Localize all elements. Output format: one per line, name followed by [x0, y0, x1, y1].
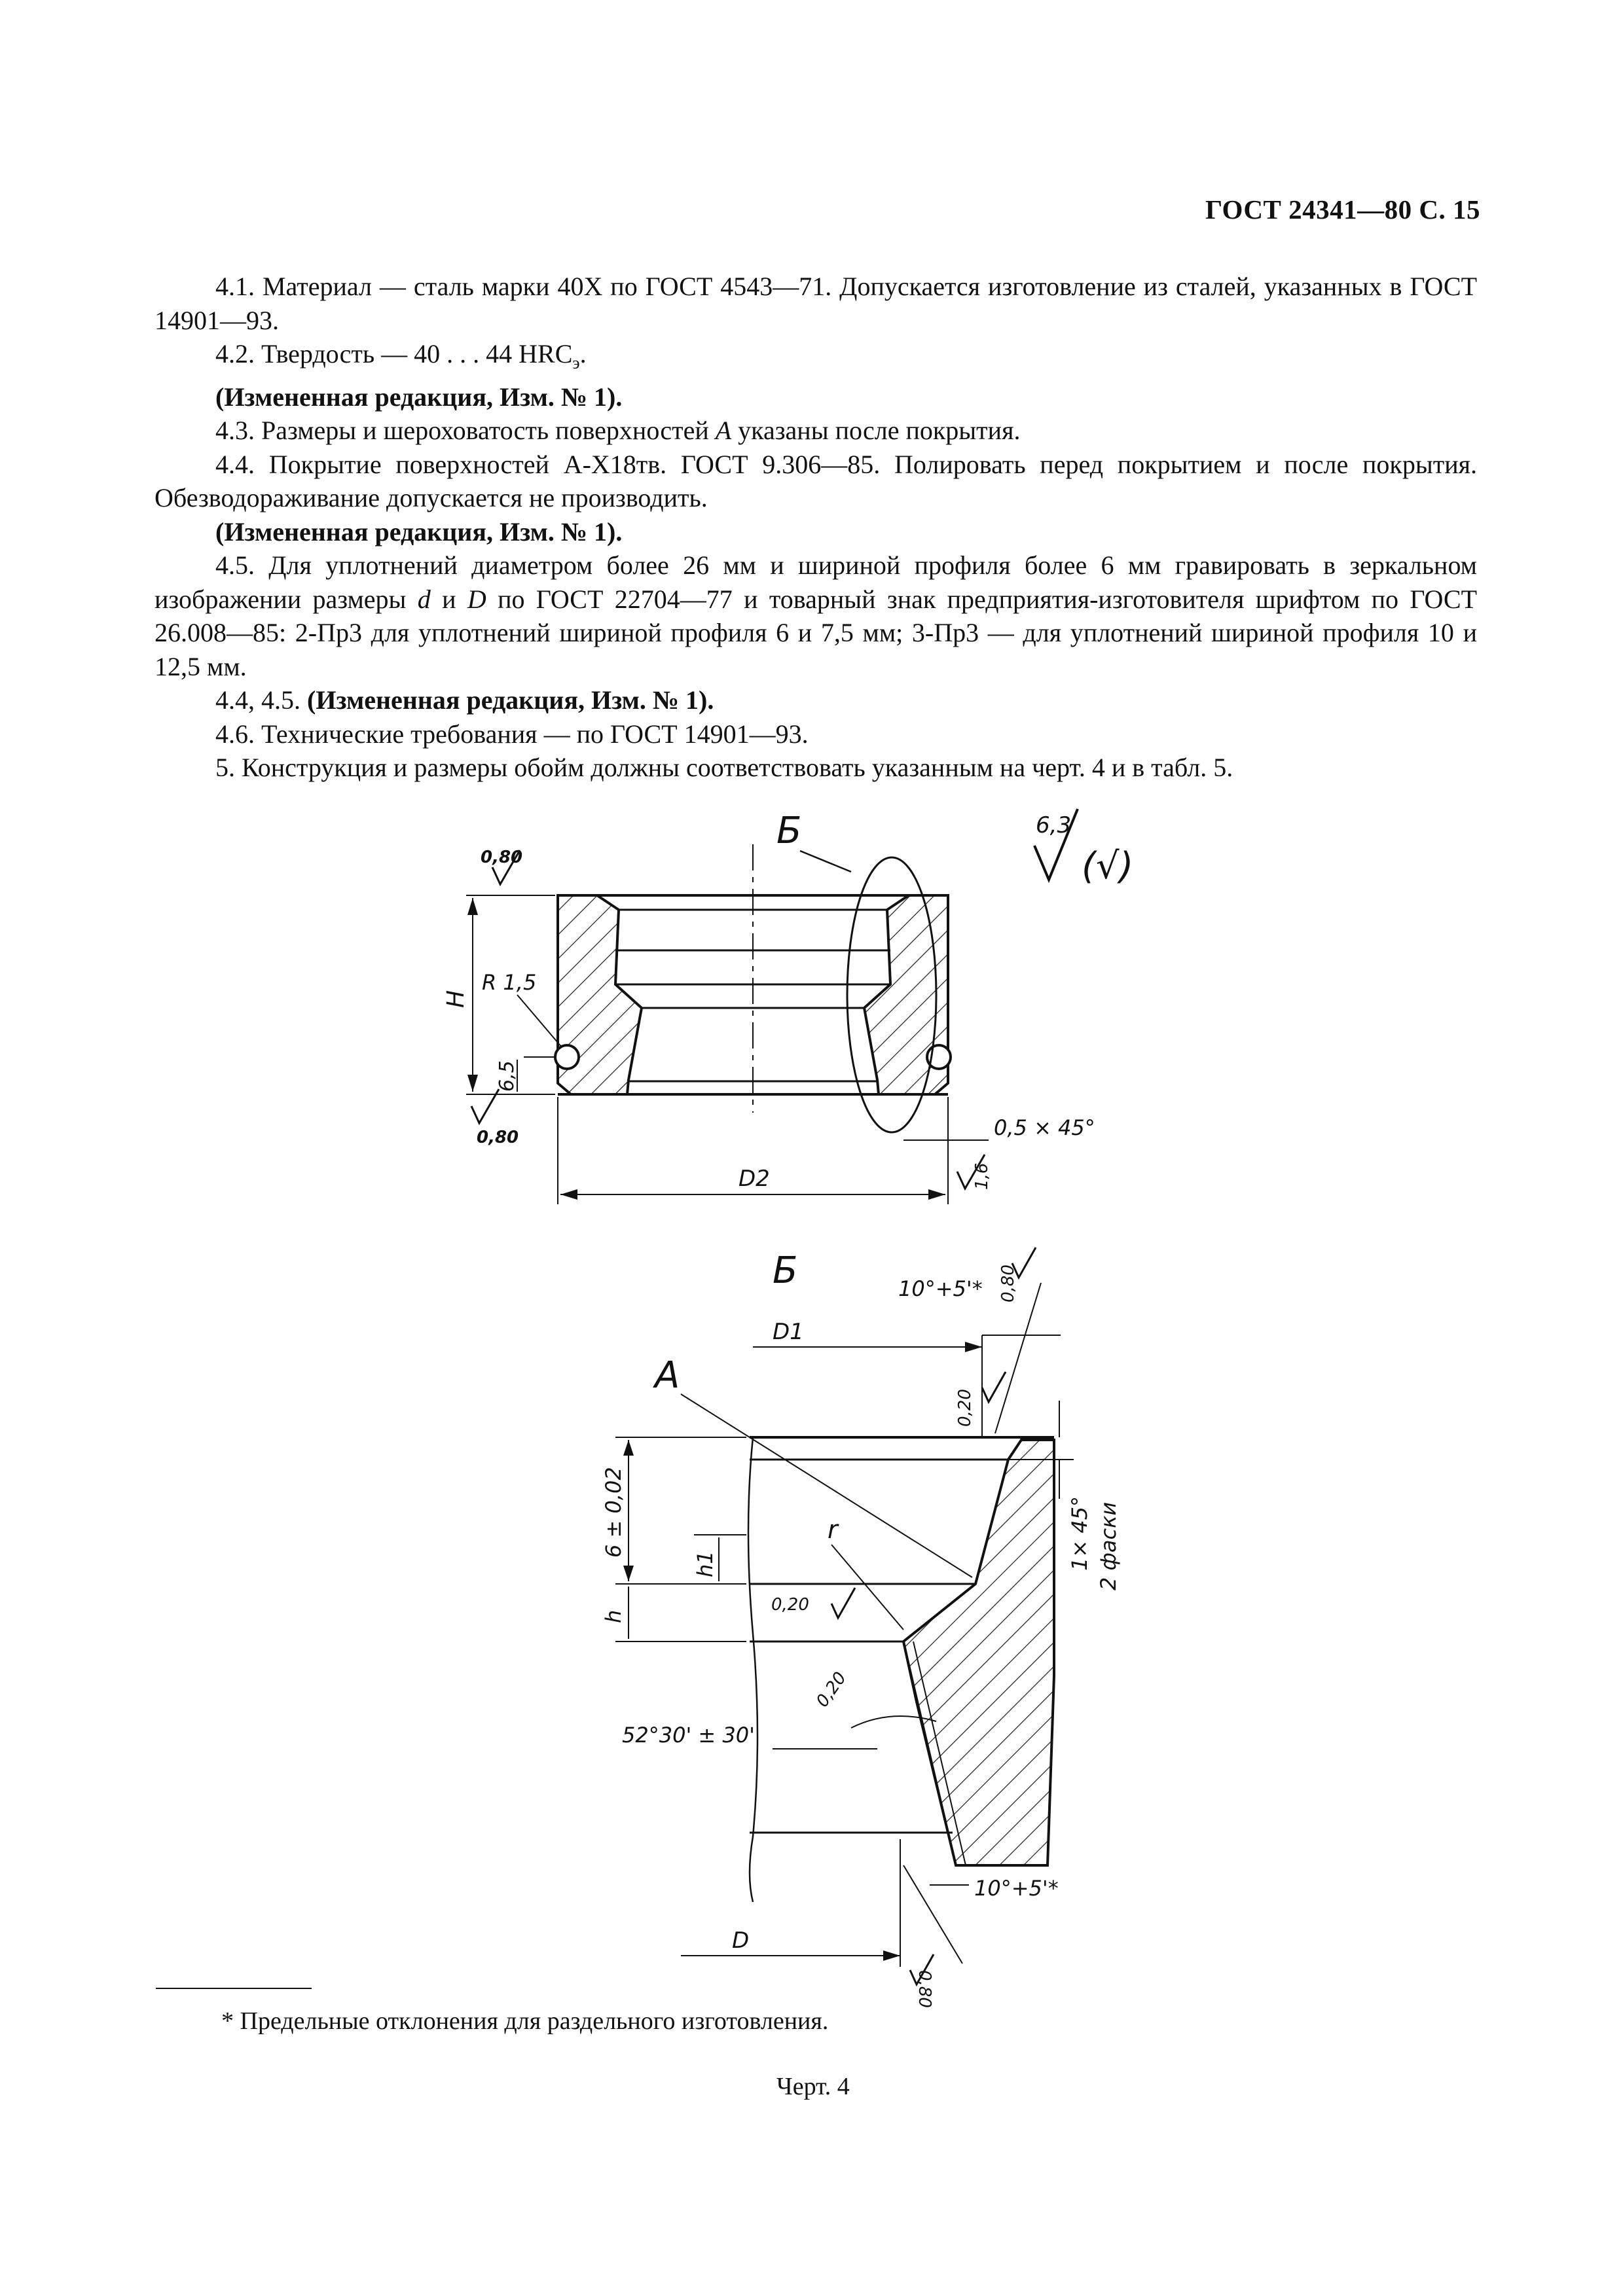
dim-h: h	[601, 1609, 626, 1623]
roughness-side: 1,6	[972, 1162, 992, 1190]
chamfer-label: 1× 45°	[1067, 1496, 1092, 1571]
roughness-bottom-v2: 0,80	[915, 1970, 934, 2008]
radius-label: R 1,5	[482, 970, 537, 995]
amendment-note-1: (Измененная редакция, Изм. № 1).	[215, 382, 623, 412]
sleeve-section-view	[466, 809, 1078, 1204]
detail-mark-b: Б	[776, 810, 802, 852]
chamfer-note: 2 фаски	[1096, 1501, 1121, 1590]
label-r: r	[828, 1515, 838, 1544]
paragraph-4-2: 4.2. Твердость — 40 . . . 44 $HRC_э$.	[215, 339, 587, 372]
paragraph-4-1: 4.1. Материал — сталь марки 40Х по ГОСТ 4543—71. Допускается изготовление из сталей, указанных в ГОСТ 14901—93.	[155, 272, 1477, 335]
footnote: * Предельные отклонения для раздельного изготовления.	[221, 2007, 829, 2035]
groove-dimension: 6,5	[496, 1060, 519, 1092]
roughness-small: 0,20	[955, 1389, 975, 1427]
amendment-note-2: (Измененная редакция, Изм. № 1).	[215, 516, 623, 547]
dim-height-6: 6 ± 0,02	[601, 1467, 626, 1558]
dim-h1: h1	[693, 1551, 718, 1577]
angle-top: 10°+5'*	[898, 1276, 983, 1301]
angle-cone: 52°30' ± 30'	[622, 1723, 755, 1748]
height-label-h: H	[443, 990, 469, 1008]
roughness-top: 0,80	[481, 848, 523, 867]
paragraph-4-3: 4.3. Размеры и шероховатость поверхностей А указаны после покрытия.	[215, 416, 1021, 445]
paragraph-4-5: 4.5. Для уплотнений диаметром более 26 мм и шириной профиля более 6 мм гравировать в зеркальном изображении размеры d и D по ГОСТ 22704—77 и товарный знак предприятия-изготовителя шрифтом по ГОСТ 26.008—85: 2-Пр3 для уплотнений шириной профиля 6 и 7,5 мм; 3-Пр3 — для уплотнений шириной профиля 10 и 12,5 мм.	[155, 550, 1478, 681]
angle-bottom: 10°+5'*	[974, 1876, 1059, 1901]
roughness-cone: 0,20	[812, 1668, 850, 1712]
drawing-caption: Черт. 4	[776, 2073, 850, 2100]
paragraph-4-4: 4.4. Покрытие поверхностей А-Х18тв. ГОСТ 9.306—85. Полировать перед покрытием и после покрытия. Обезводораживание допускается не производить.	[155, 449, 1477, 512]
page-header: ГОСТ 24341—80 С. 15	[1205, 194, 1480, 224]
detail-title-b: Б	[773, 1249, 798, 1292]
chamfer-dimension: 0,5 × 45°	[994, 1115, 1095, 1140]
roughness-general-value: 6,3	[1036, 812, 1072, 838]
detail-b-view	[615, 1247, 1074, 1984]
detail-wall-section	[903, 1440, 1054, 1865]
paragraph-4-6: 4.6. Технические требования — по ГОСТ 14901—93.	[215, 719, 809, 749]
paragraph-5: 5. Конструкция и размеры обойм должны соответствовать указанным на черт. 4 и в табл. 5.	[215, 753, 1233, 782]
roughness-bottom: 0,80	[477, 1128, 519, 1147]
diameter-d2: D2	[739, 1166, 770, 1192]
roughness-angle-top: 0,80	[998, 1265, 1018, 1302]
roughness-general-paren: (√)	[1082, 845, 1134, 888]
footnote-separator	[156, 1988, 312, 1989]
amendment-note-3: 4.4, 4.5. (Измененная редакция, Изм. № 1).	[215, 685, 714, 715]
diameter-d1: D1	[773, 1319, 804, 1345]
diameter-d: D	[732, 1928, 750, 1954]
roughness-r: 0,20	[771, 1595, 809, 1615]
label-a: A	[655, 1354, 680, 1397]
